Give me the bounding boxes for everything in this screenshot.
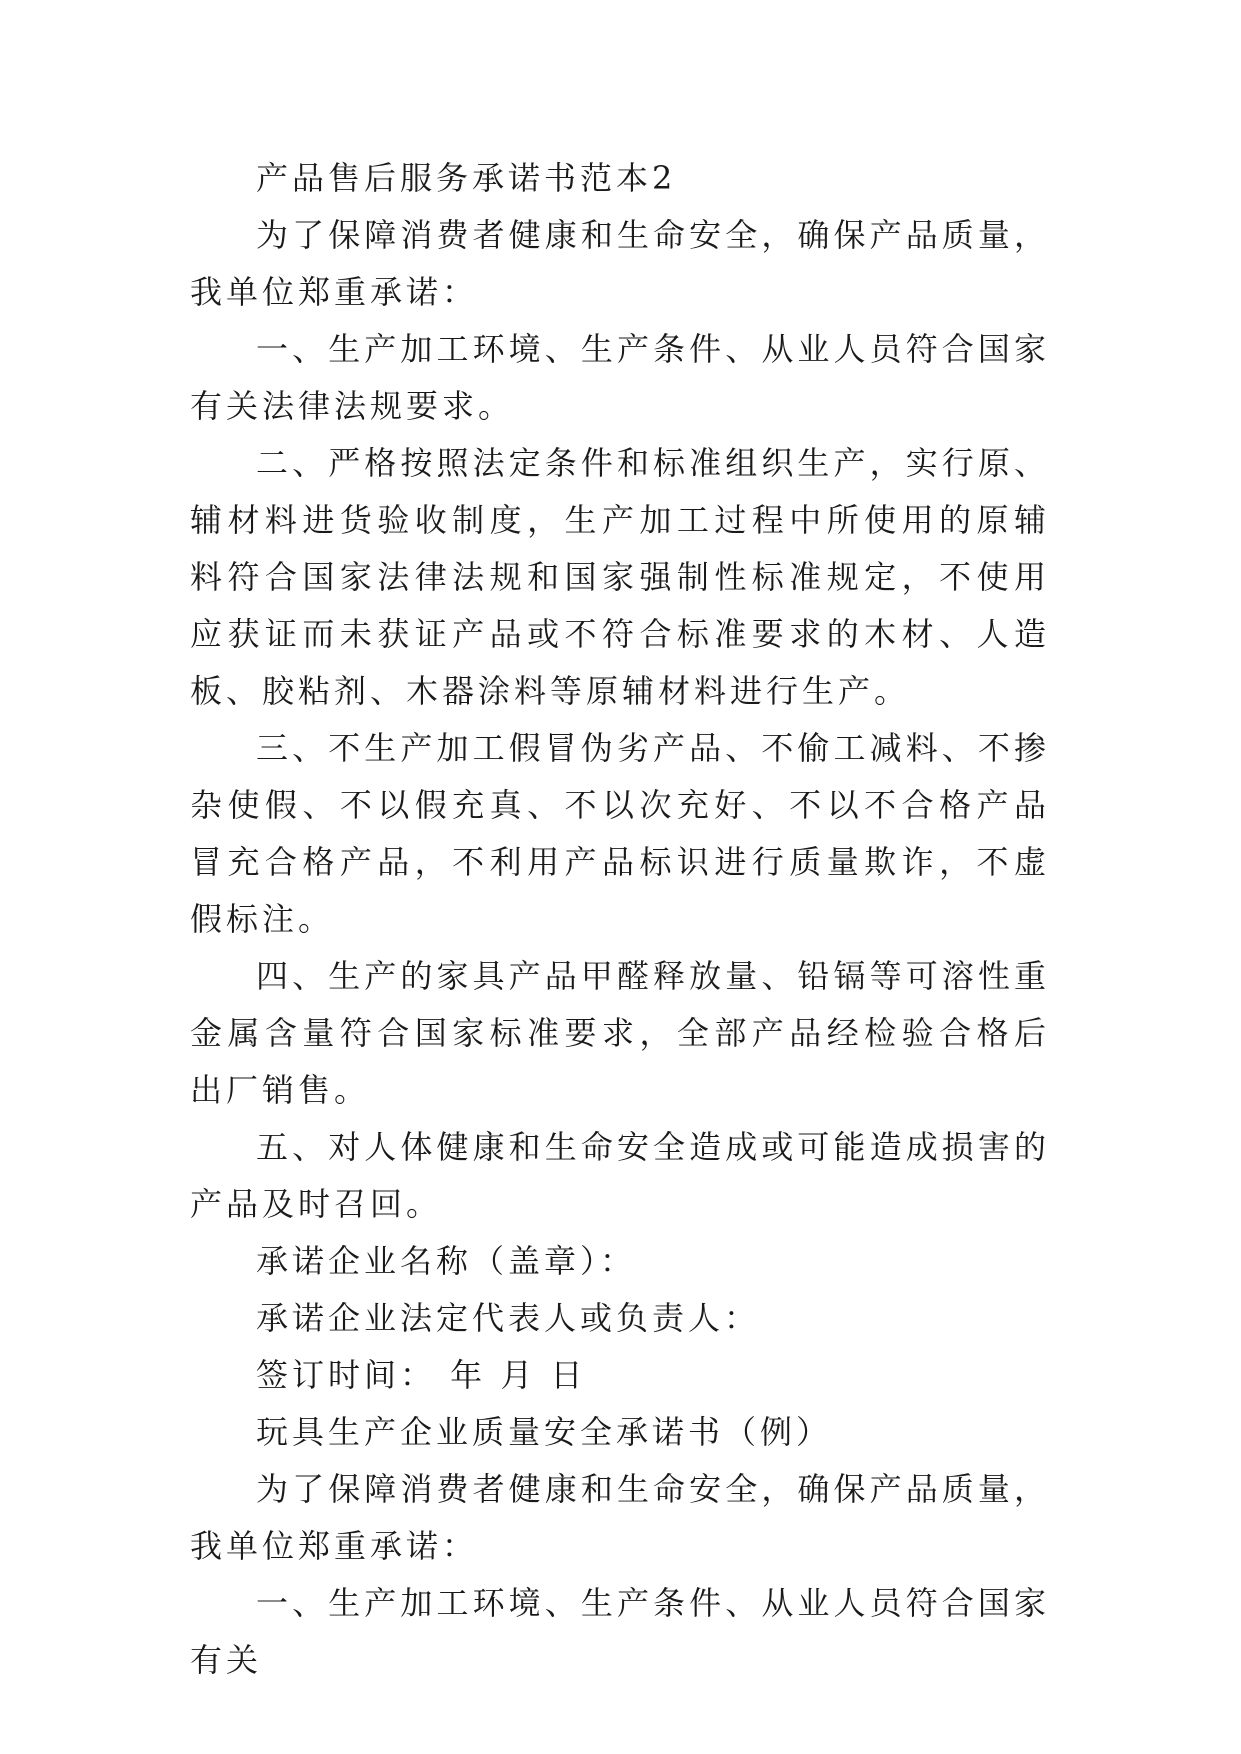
document-body — [190, 150, 1050, 1689]
commitment-item-1: 一、生产加工环境、生产条件、从业人员符合国家有关法律法规要求。 — [190, 330, 1050, 425]
second-intro-paragraph: 为了保障消费者健康和生命安全，确保产品质量，我单位郑重承诺： — [190, 1470, 1050, 1565]
document-title: 产品售后服务承诺书范本2 — [256, 159, 677, 197]
company-name-line: 承诺企业名称（盖章）： — [256, 1242, 637, 1280]
commitment-item-3: 三、不生产加工假冒伪劣产品、不偷工减料、不掺杂使假、不以假充真、不以次充好、不以不合格产品冒充合格产品，不利用产品标识进行质量欺诈，不虚假标注。 — [190, 729, 1050, 938]
legal-representative-line: 承诺企业法定代表人或负责人： — [256, 1299, 761, 1337]
second-commitment-item-1: 一、生产加工环境、生产条件、从业人员符合国家有关 — [190, 1584, 1050, 1679]
intro-paragraph: 为了保障消费者健康和生命安全，确保产品质量，我单位郑重承诺： — [190, 216, 1050, 311]
commitment-item-4: 四、生产的家具产品甲醛释放量、铅镉等可溶性重金属含量符合国家标准要求，全部产品经检验合格后出厂销售。 — [190, 957, 1050, 1109]
commitment-item-5: 五、对人体健康和生命安全造成或可能造成损害的产品及时召回。 — [190, 1128, 1050, 1223]
signing-date-line: 签订时间： 年 月 日 — [256, 1356, 587, 1394]
commitment-item-2: 二、严格按照法定条件和标准组织生产，实行原、辅材料进货验收制度，生产加工过程中所使用的原辅料符合国家法律法规和国家强制性标准规定，不使用应获证而未获证产品或不符合标准要求的木材、人造板、胶粘剂、木器涂料等原辅材料进行生产。 — [190, 444, 1050, 710]
second-document-title: 玩具生产企业质量安全承诺书（例） — [256, 1413, 833, 1451]
